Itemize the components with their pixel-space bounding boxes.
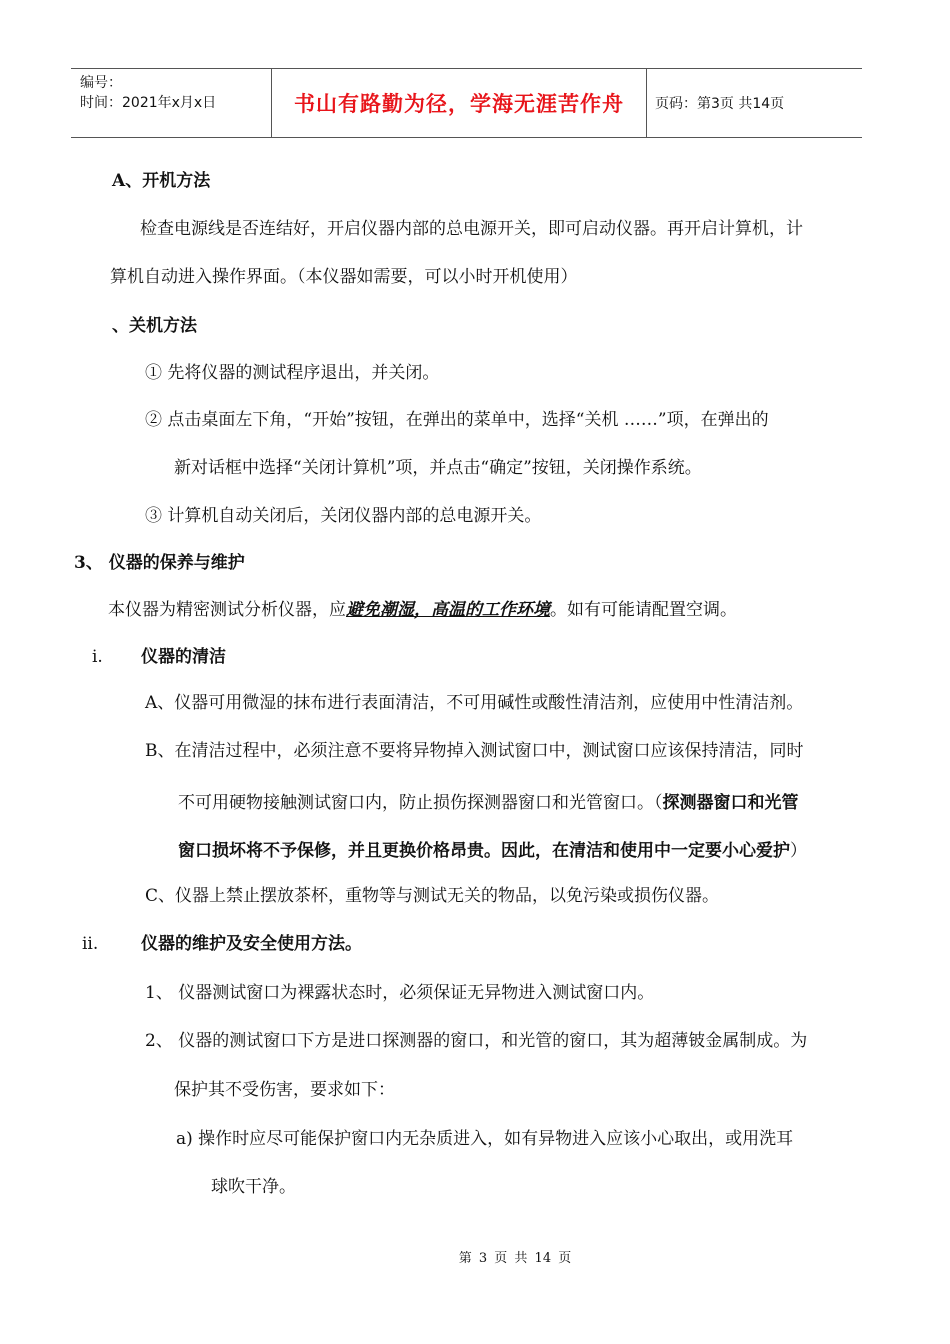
subsection-number: ii. [82, 934, 99, 954]
clean-item: C、仪器上禁止摆放茶杯，重物等与测试无关的物品，以免污染或损伤仪器。 [145, 886, 720, 906]
emphasis-text: 避免潮湿，高温的工作环境 [346, 600, 550, 620]
paragraph-line: 检查电源线是否连结好，开启仪器内部的总电源开关，即可启动仪器。再开启计算机，计 [140, 219, 803, 239]
text-run: 本仪器为精密测试分析仪器，应 [108, 600, 346, 620]
page-footer: 第 3 页 共 14 页 [458, 1251, 572, 1266]
clean-item: A、仪器可用微湿的抹布进行表面清洁，不可用碱性或酸性清洁剂，应使用中性清洁剂。 [145, 693, 804, 713]
header-meta [71, 69, 272, 137]
step-item: ① 先将仪器的测试程序退出，并关闭。 [145, 363, 440, 383]
maintenance-item: 2、 仪器的测试窗口下方是进口探测器的窗口，和光管的窗口，其为超薄铍金属制成。为 [145, 1031, 808, 1051]
bold-text: 窗口损坏将不予保修，并且更换价格昂贵。因此，在清洁和使用中一定要小心爱护 [178, 841, 790, 861]
header-page-info: 页码：第3页 共14页 [655, 96, 785, 112]
step-item: ② 点击桌面左下角，“开始”按钮，在弹出的菜单中，选择“关机 ……”项，在弹出的 [145, 410, 769, 430]
bold-text: 探测器窗口和光管 [662, 793, 799, 813]
section-a-title: A、开机方法 [112, 171, 211, 191]
page-header [71, 68, 862, 138]
text-run: ） [790, 841, 807, 861]
clean-item-continued [178, 840, 807, 862]
section-b-title: 、关机方法 [112, 316, 197, 336]
header-motto: 书山有路勤为径，学海无涯苦作舟 [272, 69, 647, 137]
step-item: ③ 计算机自动关闭后，关闭仪器内部的总电源开关。 [145, 506, 542, 526]
subsection-title: 仪器的清洁 [141, 647, 226, 667]
subsection-number: i. [92, 647, 103, 667]
time-label: 时间：2021年x月x日 [80, 95, 217, 111]
maintenance-item-continued: 保护其不受伤害，要求如下： [174, 1080, 395, 1100]
text-run: 不可用硬物接触测试窗口内，防止损伤探测器窗口和光管窗口。（ [178, 793, 663, 813]
clean-item-continued [178, 792, 799, 814]
subsection-title: 仪器的维护及安全使用方法。 [141, 934, 362, 954]
text-run: 。如有可能请配置空调。 [550, 600, 737, 620]
paragraph-line [108, 599, 737, 621]
maintenance-subitem: a) 操作时应尽可能保护窗口内无杂质进入，如有异物进入应该小心取出，或用洗耳 [176, 1129, 794, 1149]
maintenance-subitem-continued: 球吹干净。 [211, 1177, 296, 1197]
step-item-continued: 新对话框中选择“关闭计算机”项，并点击“确定”按钮，关闭操作系统。 [174, 458, 702, 478]
number-label: 编号： [80, 75, 122, 91]
maintenance-item: 1、 仪器测试窗口为裸露状态时，必须保证无异物进入测试窗口内。 [145, 983, 655, 1003]
paragraph-line: 算机自动进入操作界面。（本仪器如需要，可以小时开机使用） [110, 267, 578, 287]
clean-item: B、在清洁过程中，必须注意不要将异物掉入测试窗口中，测试窗口应该保持清洁，同时 [145, 741, 804, 761]
section-3-title: 3、 仪器的保养与维护 [74, 553, 245, 573]
